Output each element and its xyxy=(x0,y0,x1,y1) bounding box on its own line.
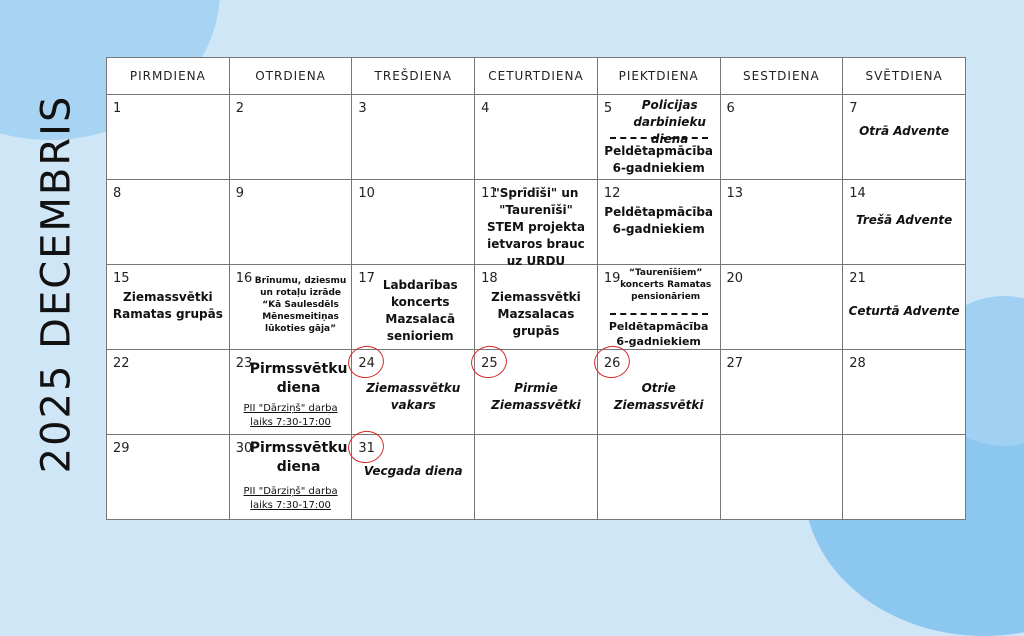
day-cell xyxy=(229,265,352,350)
event-text: Peldētapmācība 6-gadniekiem xyxy=(608,320,709,348)
weekday-header: SVĒTDIENA xyxy=(843,58,966,95)
day-cell xyxy=(352,350,475,435)
day-cell xyxy=(475,180,598,268)
day-cell xyxy=(352,95,475,180)
day-cell xyxy=(720,435,843,520)
day-number: 1 xyxy=(113,101,122,116)
week-row xyxy=(107,180,966,265)
day-number: 18 xyxy=(481,271,498,286)
event-text: Pirmssvētku diena xyxy=(249,440,348,475)
day-cell xyxy=(107,435,230,520)
weekday-header: TREŠDIENA xyxy=(352,58,475,95)
day-cell xyxy=(720,350,843,435)
weekday-header: SESTDIENA xyxy=(720,58,843,95)
event-text: “Taurenīšiem” koncerts Ramatas pensionāriem xyxy=(620,268,712,302)
day-cell xyxy=(107,95,230,180)
calendar-title xyxy=(20,50,92,518)
weekday-header-row xyxy=(107,58,966,95)
day-cell xyxy=(597,435,720,520)
weekday-header: OTRDIENA xyxy=(229,58,352,95)
day-cell xyxy=(107,350,230,435)
day-number: 5 xyxy=(603,101,613,116)
event-text: Peldētapmācība 6-gadniekiem xyxy=(604,205,714,236)
event-note: PII "Dārziņš" darba laiks 7:30-17:00 xyxy=(243,486,338,511)
day-number: 12 xyxy=(603,186,621,201)
day-number: 2 xyxy=(235,101,244,116)
day-number: 4 xyxy=(481,101,490,116)
event-text: Policijas darbinieku diena xyxy=(633,98,706,146)
day-cell xyxy=(107,265,230,350)
event-divider xyxy=(610,137,708,139)
week-row xyxy=(107,95,966,180)
day-number: 14 xyxy=(849,186,866,201)
day-cell xyxy=(229,180,352,265)
day-cell xyxy=(107,180,230,265)
week-row xyxy=(107,435,966,520)
day-number: 29 xyxy=(113,441,130,456)
event-text: Trešā Advente xyxy=(855,213,953,227)
day-cell xyxy=(843,180,966,265)
day-cell xyxy=(352,265,475,350)
day-number: 9 xyxy=(235,186,244,201)
day-number: 26 xyxy=(603,356,621,371)
event-text: Labdarības koncerts Mazsalacā senioriem xyxy=(382,278,458,343)
day-number: 6 xyxy=(726,101,735,116)
month-year-label: 2025 DECEMBRIS xyxy=(33,94,80,474)
day-number: 10 xyxy=(358,186,375,201)
day-cell xyxy=(352,180,475,265)
day-number: 15 xyxy=(113,271,130,286)
event-note: PII "Dārziņš" darba laiks 7:30-17:00 xyxy=(243,403,338,428)
day-cell xyxy=(352,435,475,520)
day-number: 24 xyxy=(358,356,375,371)
event-text: Otrā Advente xyxy=(859,124,950,138)
day-number: 17 xyxy=(358,271,375,286)
day-number: 25 xyxy=(481,356,498,371)
day-cell xyxy=(597,180,720,265)
day-number: 27 xyxy=(726,356,744,371)
event-text: Otrie Ziemassvētki xyxy=(613,381,704,412)
day-cell xyxy=(843,265,966,350)
day-number: 7 xyxy=(849,101,858,116)
event-text: Pirmssvētku diena xyxy=(249,361,348,396)
event-text: Ziemassvētku vakars xyxy=(366,381,461,412)
event-text: Ziemassvētki Mazsalacas grupās xyxy=(491,290,581,338)
day-cell xyxy=(720,265,843,350)
day-number: 28 xyxy=(849,356,866,371)
day-number: 16 xyxy=(235,271,253,286)
weekday-header: PIEKTDIENA xyxy=(597,58,720,95)
calendar-grid xyxy=(106,57,966,520)
day-cell xyxy=(720,180,843,265)
day-number: 31 xyxy=(358,441,375,456)
day-number: 8 xyxy=(113,186,122,201)
event-text: Ceturtā Advente xyxy=(848,304,960,318)
day-number: 3 xyxy=(358,101,367,116)
event-text: Ziemassvētki Ramatas grupās xyxy=(112,290,223,321)
day-number: 22 xyxy=(113,356,130,371)
event-text: Vecgada diena xyxy=(363,464,463,478)
day-cell xyxy=(843,435,966,520)
day-cell xyxy=(475,435,598,520)
day-cell xyxy=(597,350,720,435)
event-text: Peldētapmācība 6-gadniekiem xyxy=(604,144,714,175)
day-cell xyxy=(475,265,598,350)
day-cell xyxy=(229,95,352,180)
day-number: 11 xyxy=(481,186,498,201)
day-cell xyxy=(843,95,966,180)
day-cell xyxy=(597,265,720,350)
day-cell xyxy=(475,95,598,180)
event-text: "Sprīdīši" un "Taurenīši" STEM projekta ietvaros brauc uz URDU xyxy=(486,186,585,268)
week-row xyxy=(107,350,966,435)
weekday-header: PIRMDIENA xyxy=(107,58,230,95)
day-cell xyxy=(843,350,966,435)
event-text: Brīnumu, dziesmu un rotaļu izrāde “Kā Saulesdēls Mēnesmeitiņas lūkoties gāja” xyxy=(254,276,347,334)
event-text: Pirmie Ziemassvētki xyxy=(491,381,581,412)
week-row xyxy=(107,265,966,350)
day-number: 19 xyxy=(603,271,621,286)
day-number: 20 xyxy=(726,271,744,286)
day-number: 30 xyxy=(235,441,253,456)
day-number: 13 xyxy=(726,186,744,201)
day-number: 23 xyxy=(235,356,253,371)
day-cell xyxy=(597,95,720,180)
event-divider xyxy=(610,313,708,315)
day-cell xyxy=(229,435,352,520)
weekday-header: CETURTDIENA xyxy=(475,58,598,95)
day-cell xyxy=(475,350,598,435)
day-cell xyxy=(229,350,352,435)
day-number: 21 xyxy=(849,271,866,286)
day-cell xyxy=(720,95,843,180)
